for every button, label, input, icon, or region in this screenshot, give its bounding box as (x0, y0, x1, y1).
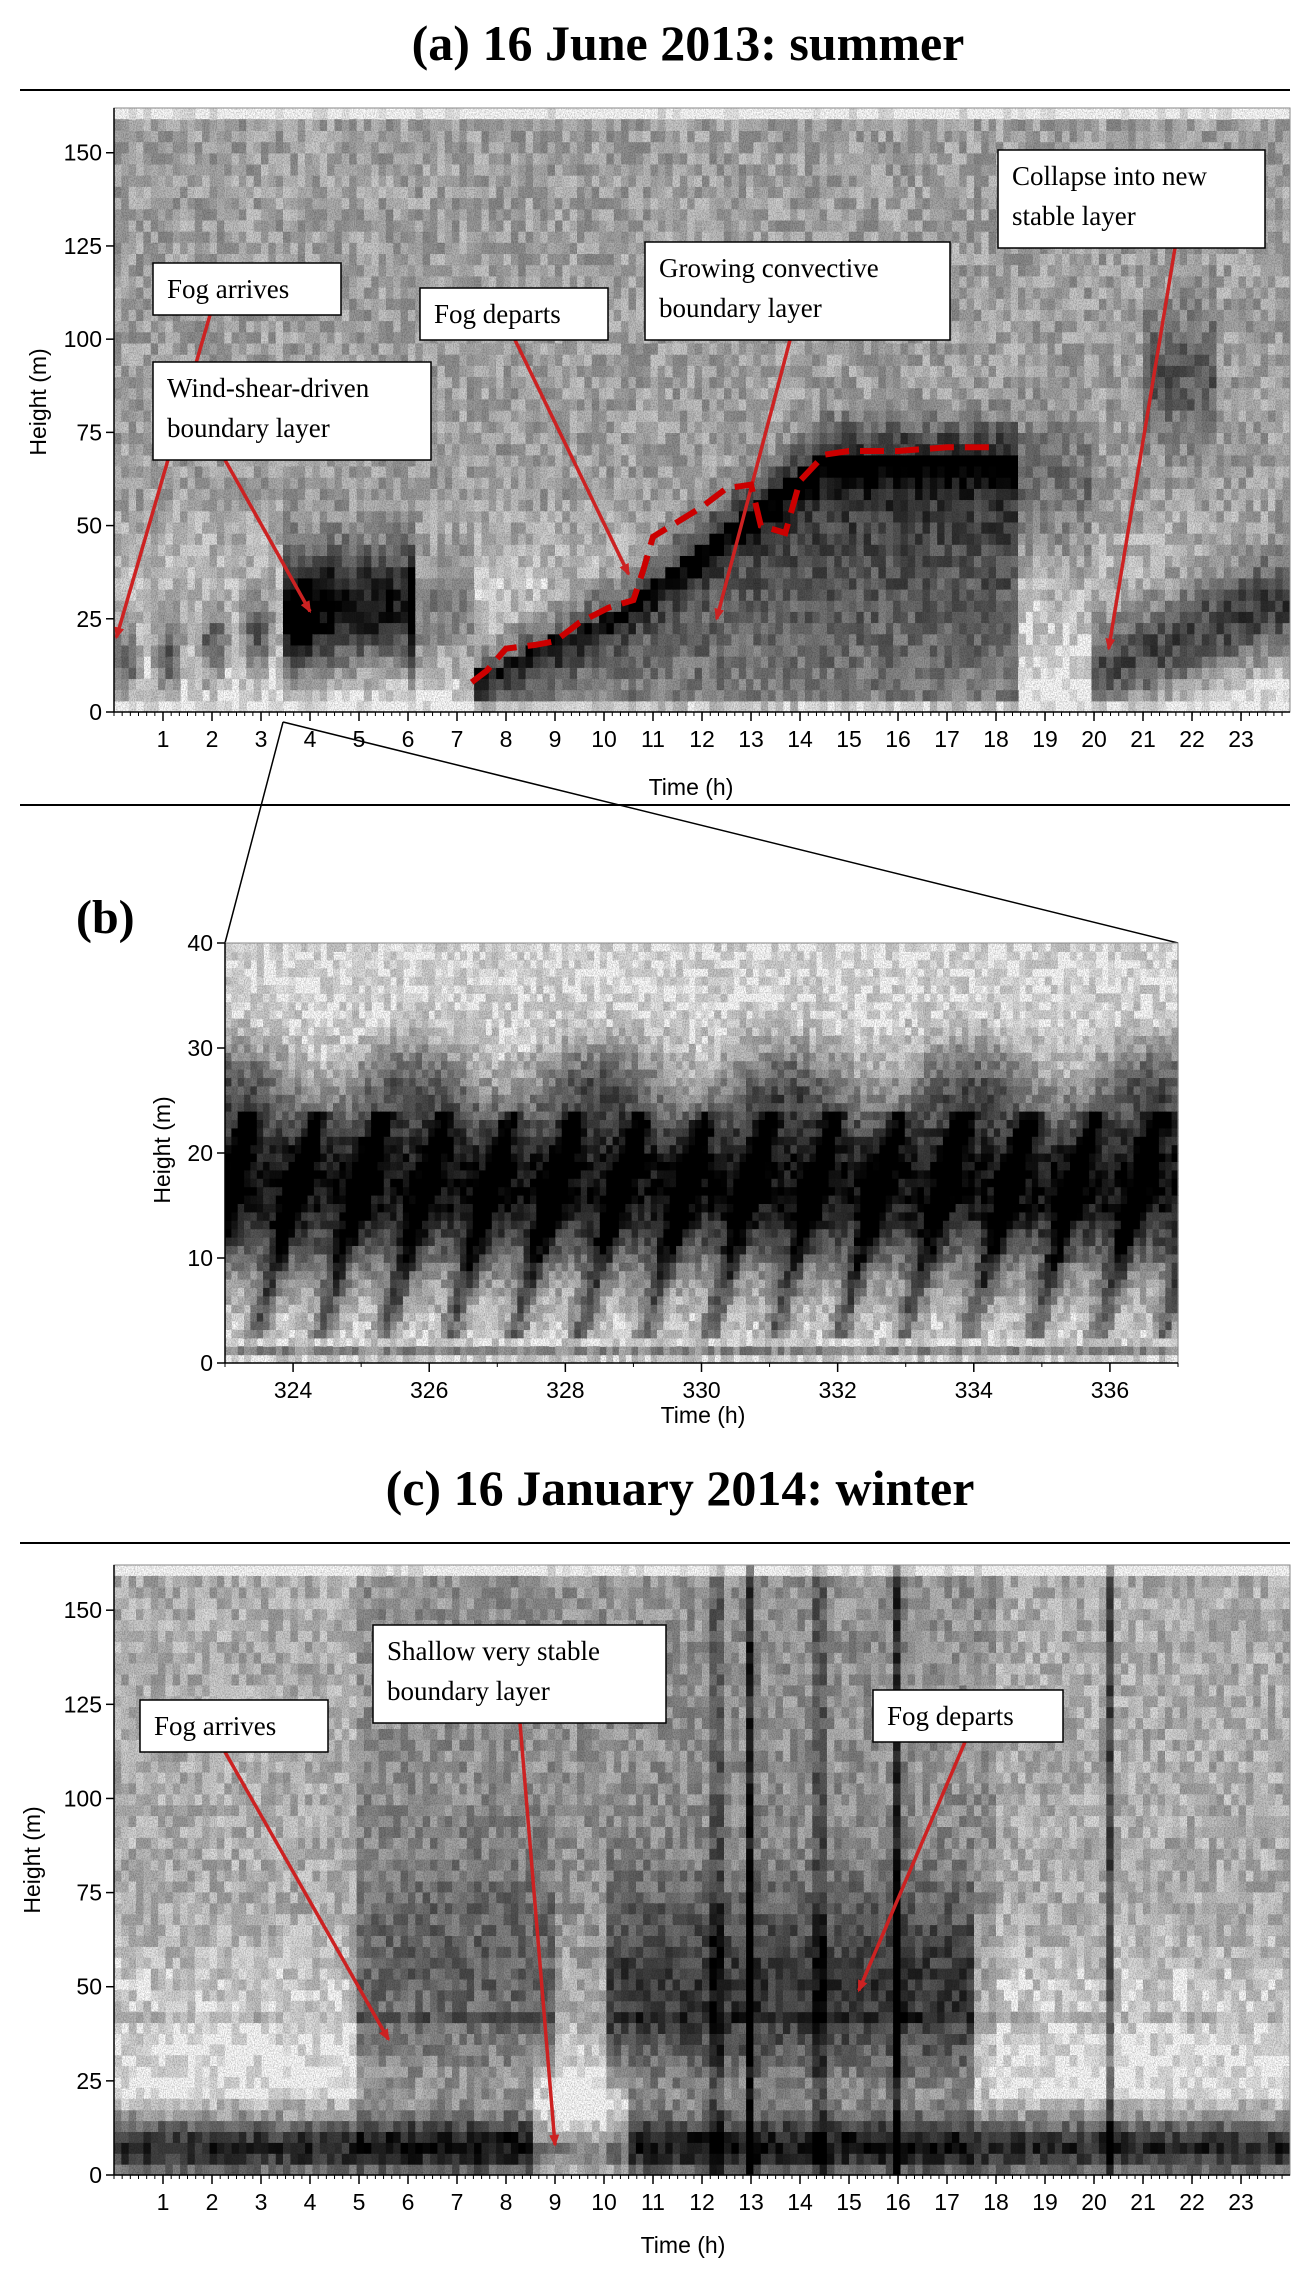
panel-c-xtick-label: 11 (641, 2189, 665, 2215)
panel-c-xtick-label: 19 (1032, 2189, 1058, 2215)
panel-a-ytick-label: 125 (64, 233, 102, 259)
annotation-box (420, 288, 608, 340)
panel-b-xtick-label: 332 (818, 1377, 856, 1403)
panel-b-y-ticks (187, 930, 225, 1376)
panel-a-ytick-label: 150 (64, 140, 102, 166)
panel-b-label: (b) (76, 891, 135, 944)
panel-c-ytick-label: 125 (64, 1691, 102, 1717)
annotation-text: boundary layer (167, 413, 330, 443)
panel-a-ytick-label: 75 (76, 419, 102, 445)
panel-b-speckle (225, 943, 1178, 1363)
panel-a-xtick-label: 1 (157, 726, 170, 752)
panel-c-x-ticks (114, 2175, 1290, 2215)
panel-a-xtick-label: 13 (738, 726, 764, 752)
annotation-box (373, 1625, 666, 1723)
panel-c-ytick-label: 150 (64, 1597, 102, 1623)
panel-a-xtick-label: 2 (206, 726, 219, 752)
panel-c-xtick-label: 10 (591, 2189, 617, 2215)
panel-a-xtick-label: 9 (549, 726, 562, 752)
panel-c-xtick-label: 15 (836, 2189, 862, 2215)
panel-a-xtick-label: 18 (983, 726, 1009, 752)
panel-b (76, 891, 1179, 1428)
annotation-box (153, 362, 431, 460)
annotation-text: stable layer (1012, 201, 1136, 231)
panel-c-y-ticks (64, 1565, 114, 2188)
panel-a-xtick-label: 12 (689, 726, 715, 752)
panel-b-xtick-label: 328 (546, 1377, 584, 1403)
panel-a-xtick-label: 8 (500, 726, 513, 752)
panel-a-ylabel: Height (m) (25, 348, 51, 455)
annotation-text: Fog departs (887, 1701, 1014, 1731)
panel-a (20, 15, 1291, 805)
annotation-text: Collapse into new (1012, 161, 1207, 191)
annotation-box (645, 242, 950, 340)
panel-b-xtick-label: 326 (410, 1377, 448, 1403)
panel-b-xtick-label: 336 (1091, 1377, 1129, 1403)
panel-b-xtick-label: 324 (274, 1377, 313, 1403)
panel-c-ytick-label: 100 (64, 1785, 102, 1811)
panel-b-ylabel: Height (m) (149, 1096, 175, 1203)
panel-b-xtick-label: 334 (955, 1377, 994, 1403)
panel-c-xtick-label: 5 (353, 2189, 366, 2215)
panel-b-ytick-label: 0 (200, 1350, 213, 1376)
panel-c-xtick-label: 4 (304, 2189, 317, 2215)
panel-a-xtick-label: 19 (1032, 726, 1058, 752)
panel-b-heatmap (225, 943, 1179, 1364)
panel-a-xtick-label: 17 (934, 726, 960, 752)
panel-c-xtick-label: 21 (1130, 2189, 1156, 2215)
panel-a-xtick-label: 20 (1081, 726, 1107, 752)
panel-a-xtick-label: 22 (1179, 726, 1205, 752)
panel-c-xlabel: Time (h) (641, 2232, 726, 2258)
panel-b-xlabel: Time (h) (661, 1402, 746, 1428)
panel-b-ytick-label: 20 (187, 1140, 213, 1166)
panel-c-xtick-label: 7 (451, 2189, 464, 2215)
panel-a-xtick-label: 15 (836, 726, 862, 752)
panel-c-xtick-label: 12 (689, 2189, 715, 2215)
panel-c (19, 1460, 1291, 2258)
annotation-box (140, 1700, 328, 1752)
panel-a-ytick-label: 25 (76, 606, 102, 632)
panel-c-xtick-label: 18 (983, 2189, 1009, 2215)
panel-a-xtick-label: 10 (591, 726, 617, 752)
panel-c-xtick-label: 2 (206, 2189, 219, 2215)
panel-c-title: (c) 16 January 2014: winter (386, 1460, 975, 1516)
panel-b-ytick-label: 10 (187, 1245, 213, 1271)
panel-a-xtick-label: 3 (255, 726, 268, 752)
panel-a-x-ticks (114, 712, 1290, 752)
annotation-text: Wind-shear-driven (167, 373, 370, 403)
panel-c-xtick-label: 9 (549, 2189, 562, 2215)
annotation-text: boundary layer (659, 293, 822, 323)
panel-c-xtick-label: 20 (1081, 2189, 1107, 2215)
panel-b-ytick-label: 30 (187, 1035, 213, 1061)
panel-c-ytick-label: 25 (76, 2068, 102, 2094)
panel-a-xtick-label: 16 (885, 726, 911, 752)
annotation-text: Growing convective (659, 253, 879, 283)
annotation-box (998, 150, 1265, 248)
panel-c-xtick-label: 14 (787, 2189, 813, 2215)
panel-c-xtick-label: 1 (157, 2189, 170, 2215)
panel-c-xtick-label: 3 (255, 2189, 268, 2215)
panel-c-ylabel: Height (m) (19, 1806, 45, 1913)
panel-a-ytick-label: 0 (89, 699, 102, 725)
panel-a-xtick-label: 6 (402, 726, 415, 752)
annotation-text: Fog arrives (167, 274, 289, 304)
panel-a-ytick-label: 50 (76, 513, 102, 539)
panel-a-title: (a) 16 June 2013: summer (412, 15, 965, 71)
panel-a-xtick-label: 7 (451, 726, 464, 752)
panel-a-y-ticks (64, 108, 114, 725)
panel-b-ytick-label: 40 (187, 930, 213, 956)
annotation-text: Fog departs (434, 299, 561, 329)
panel-a-xtick-label: 14 (787, 726, 813, 752)
zoom-connector (225, 722, 1178, 943)
panel-a-ytick-label: 100 (64, 326, 102, 352)
annotation-text: Shallow very stable (387, 1636, 600, 1666)
panel-a-xlabel: Time (h) (649, 774, 734, 800)
panel-c-xtick-label: 13 (738, 2189, 764, 2215)
panel-c-ytick-label: 0 (89, 2162, 102, 2188)
panel-a-xtick-label: 23 (1228, 726, 1254, 752)
panel-c-ytick-label: 50 (76, 1974, 102, 2000)
panel-c-xtick-label: 17 (934, 2189, 960, 2215)
panel-a-xtick-label: 5 (353, 726, 366, 752)
panel-c-xtick-label: 22 (1179, 2189, 1205, 2215)
annotation-text: boundary layer (387, 1676, 550, 1706)
panel-b-xtick-label: 330 (682, 1377, 720, 1403)
annotation-box (873, 1690, 1063, 1742)
annotation-box (153, 263, 341, 315)
annotation-text: Fog arrives (154, 1711, 276, 1741)
panel-a-xtick-label: 21 (1130, 726, 1156, 752)
panel-c-ytick-label: 75 (76, 1880, 102, 1906)
panel-c-xtick-label: 8 (500, 2189, 513, 2215)
panel-c-xtick-label: 16 (885, 2189, 911, 2215)
panel-a-xtick-label: 4 (304, 726, 317, 752)
panel-c-xtick-label: 6 (402, 2189, 415, 2215)
panel-b-x-ticks (225, 1363, 1178, 1403)
panel-c-xtick-label: 23 (1228, 2189, 1254, 2215)
panel-a-xtick-label: 11 (641, 726, 665, 752)
